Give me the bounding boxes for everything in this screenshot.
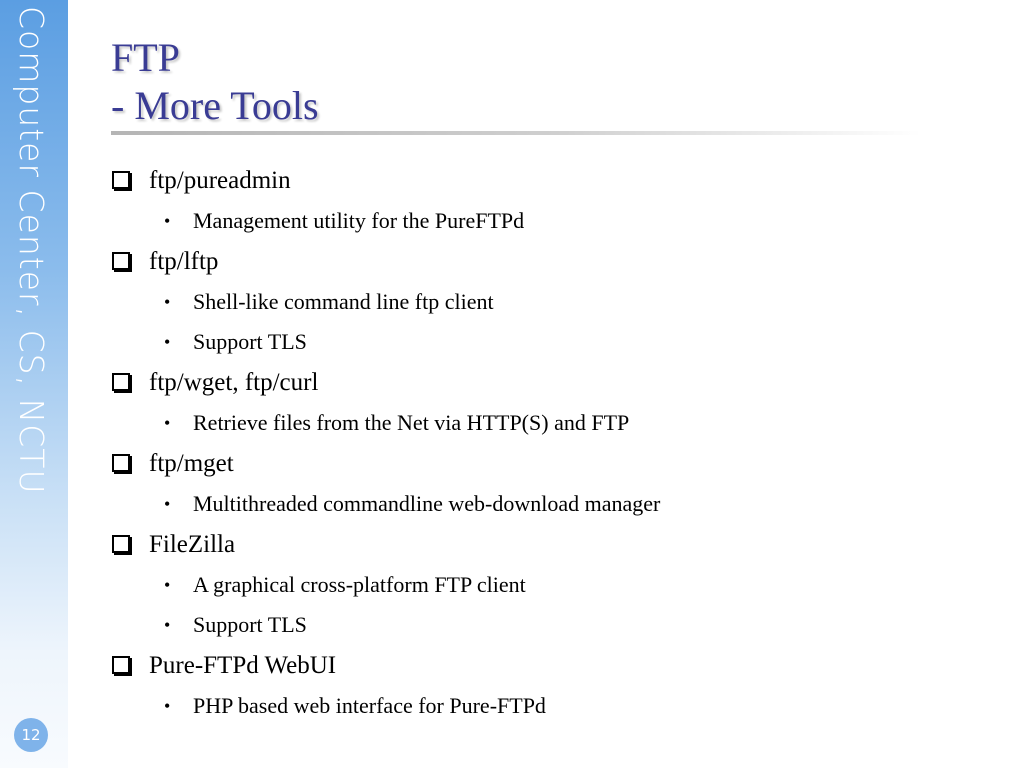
- bullet-dot-icon: •: [164, 574, 171, 595]
- page-number-badge: 12: [14, 718, 48, 752]
- slide-title-line-2: - More Tools: [111, 83, 319, 128]
- section-heading: [112, 524, 992, 565]
- list-item: [112, 282, 992, 322]
- list-item: [112, 403, 992, 443]
- checkbox-bullet-icon: [112, 373, 130, 391]
- bullet-dot-icon: •: [164, 493, 171, 514]
- section-heading-text: ftp/lftp: [149, 247, 219, 275]
- list-item: [112, 322, 992, 362]
- bullet-dot-icon: •: [164, 210, 171, 231]
- sidebar: [0, 0, 68, 768]
- section-filezilla: [112, 524, 992, 645]
- list-item-text: A graphical cross-platform FTP client: [193, 572, 526, 597]
- list-item-text: Retrieve files from the Net via HTTP(S) and FTP: [193, 410, 630, 435]
- section-heading: [112, 645, 992, 686]
- slide-title-line-1: FTP: [111, 35, 180, 80]
- section-wget-curl: [112, 362, 992, 443]
- bullet-dot-icon: •: [164, 291, 171, 312]
- list-item: [112, 605, 992, 645]
- checkbox-bullet-icon: [112, 171, 130, 189]
- section-heading-text: ftp/mget: [149, 449, 234, 477]
- section-heading: [112, 160, 992, 201]
- list-item-text: Shell-like command line ftp client: [193, 289, 494, 314]
- section-heading-text: FileZilla: [149, 530, 236, 558]
- checkbox-bullet-icon: [112, 454, 130, 472]
- section-mget: [112, 443, 992, 524]
- section-pure-ftpd-webui: [112, 645, 992, 726]
- checkbox-bullet-icon: [112, 656, 130, 674]
- title-divider: [111, 131, 921, 135]
- bullet-dot-icon: •: [164, 695, 171, 716]
- list-item-text: Management utility for the PureFTPd: [193, 208, 525, 233]
- slide-content: [112, 160, 992, 726]
- list-item: [112, 565, 992, 605]
- section-pureadmin: [112, 160, 992, 241]
- bullet-dot-icon: •: [164, 412, 171, 433]
- list-item: [112, 484, 992, 524]
- section-heading: [112, 241, 992, 282]
- list-item-text: PHP based web interface for Pure-FTPd: [193, 693, 546, 718]
- bullet-dot-icon: •: [164, 331, 171, 352]
- list-item: [112, 201, 992, 241]
- sidebar-label: Computer Center, CS, NCTU: [12, 6, 51, 495]
- section-heading: [112, 362, 992, 403]
- section-heading-text: ftp/pureadmin: [149, 166, 291, 194]
- list-item: [112, 686, 992, 726]
- list-item-text: Multithreaded commandline web-download manager: [193, 491, 661, 516]
- section-heading: [112, 443, 992, 484]
- section-lftp: [112, 241, 992, 362]
- section-heading-text: ftp/wget, ftp/curl: [149, 368, 319, 396]
- checkbox-bullet-icon: [112, 535, 130, 553]
- list-item-text: Support TLS: [193, 612, 307, 637]
- slide-title: [111, 34, 319, 130]
- section-heading-text: Pure-FTPd WebUI: [149, 651, 337, 679]
- bullet-dot-icon: •: [164, 614, 171, 635]
- list-item-text: Support TLS: [193, 329, 307, 354]
- checkbox-bullet-icon: [112, 252, 130, 270]
